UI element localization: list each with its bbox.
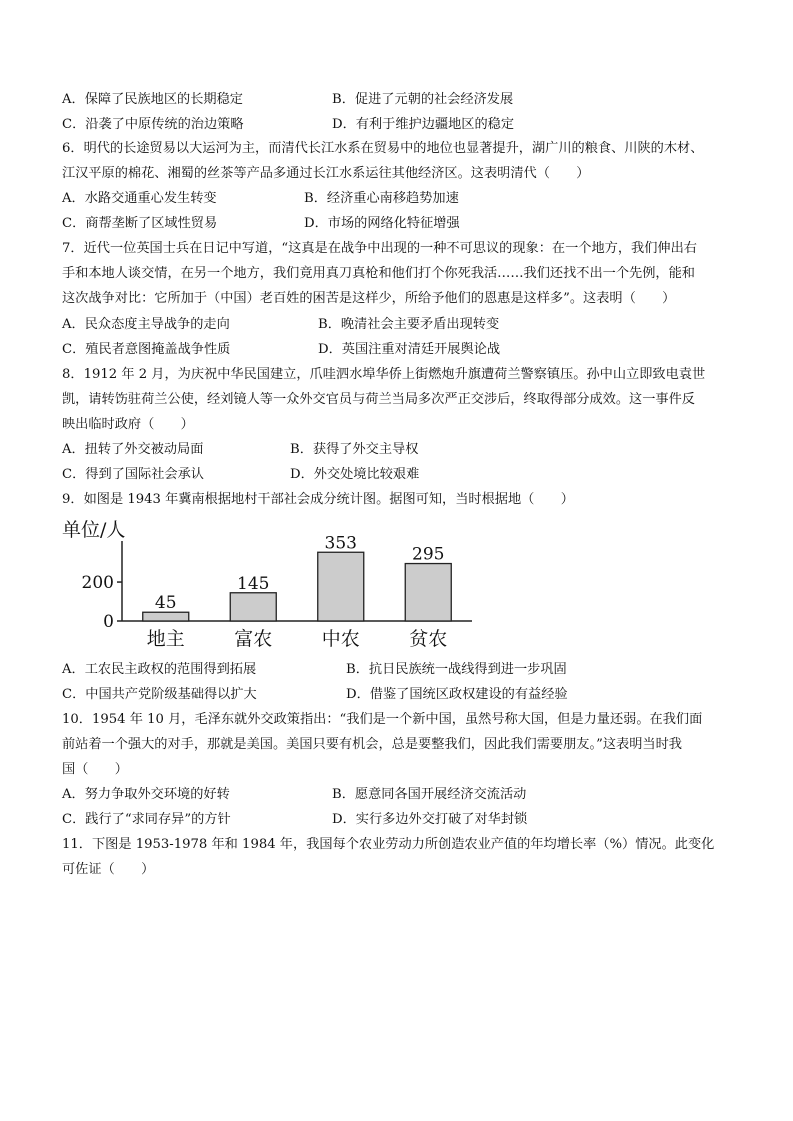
q7-option-a[interactable]: A．民众态度主导战争的走向: [62, 317, 230, 332]
chart-category-label: 富农: [234, 628, 273, 650]
chart-category-label: 地主: [146, 628, 185, 650]
q7-option-c[interactable]: C．殖民者意图掩盖战争性质: [62, 342, 231, 357]
chart-y-tick-label: 200: [81, 573, 114, 594]
q10-option-c[interactable]: C．践行了“求同存异”的方针: [62, 812, 231, 827]
chart-category-label: 贫农: [409, 628, 448, 650]
q7-option-d[interactable]: D．英国注重对清廷开展舆论战: [318, 342, 501, 357]
chart-bar: [230, 593, 276, 621]
q9-option-a[interactable]: A．工农民主政权的范围得到拓展: [62, 662, 257, 677]
chart-value-label: 353: [324, 533, 357, 554]
chart-value-label: 45: [154, 593, 177, 614]
chart-y-tick-label: 0: [103, 612, 114, 632]
q5-option-c[interactable]: C．沿袭了中原传统的治边策略: [62, 117, 244, 132]
q5-option-b[interactable]: B．促进了元朝的社会经济发展: [332, 92, 514, 107]
q8-stem-line-2: 凯，请转饬驻荷兰公使，经刘镜人等一众外交官员与荷兰当局多次严正交涉后，终取得部分成效。这一事件反: [62, 392, 695, 407]
q9-stem: 9．如图是 1943 年冀南根据地村干部社会成分统计图。据图可知，当时根据地（ ）: [62, 492, 574, 507]
chart-bar: [143, 612, 189, 621]
q10-stem-line-3: 国（ ）: [62, 762, 128, 777]
q8-option-d[interactable]: D．外交处境比较艰难: [290, 467, 420, 482]
q8-option-a[interactable]: A．扭转了外交被动局面: [62, 442, 204, 457]
q9-option-d[interactable]: D．借鉴了国统区政权建设的有益经验: [346, 687, 568, 702]
q9-bar-chart: [60, 515, 500, 655]
chart-bar: [318, 552, 364, 621]
chart-category-label: 中农: [321, 628, 360, 650]
q8-option-b[interactable]: B．获得了外交主导权: [290, 442, 419, 457]
q10-option-b[interactable]: B．愿意同各国开展经济交流活动: [332, 787, 527, 802]
q9-option-b[interactable]: B．抗日民族统一战线得到进一步巩固: [346, 662, 567, 677]
q6-option-c[interactable]: C．商帮垄断了区域性贸易: [62, 216, 218, 231]
q6-stem-line-1: 6．明代的长途贸易以大运河为主，而清代长江水系在贸易中的地位也显著提升，湖广川的粮食、川陕的木材、: [62, 141, 704, 156]
q7-stem-line-3: 这次战争对比：它所加于（中国）老百姓的困苦是这样少，所给予他们的恩惠是这样多”。这表明（ ）: [62, 291, 676, 306]
q8-option-c[interactable]: C．得到了国际社会承认: [62, 467, 204, 482]
q7-option-b[interactable]: B．晚清社会主要矛盾出现转变: [318, 317, 500, 332]
q6-option-d[interactable]: D．市场的网络化特征增强: [304, 216, 460, 231]
chart-bar: [405, 564, 451, 621]
chart-value-label: 295: [412, 544, 445, 565]
q10-stem-line-2: 前站着一个强大的对手，那就是美国。美国只要有机会，总是要整我们，因此我们需要朋友。”这表明当时我: [62, 737, 682, 752]
q7-stem-line-2: 手和本地人谈交情，在另一个地方，我们竟用真刀真枪和他们打个你死我活……我们还找不出一个先例，能和: [62, 266, 695, 281]
q11-stem-line-1: 11．下图是 1953-1978 年和 1984 年，我国每个农业劳动力所创造农业产值的年均增长率（%）情况。此变化: [62, 837, 715, 852]
q10-option-a[interactable]: A．努力争取外交环境的好转: [62, 787, 230, 802]
q7-stem-line-1: 7．近代一位英国士兵在日记中写道，“这真是在战争中出现的一种不可思议的现象：在一个地方，我们伸出右: [62, 241, 697, 256]
q6-stem-line-2: 江汉平原的棉花、湘蜀的丝茶等产品多通过长江水系运往其他经济区。这表明清代（ ）: [62, 166, 590, 181]
chart-ylabel: 单位/人: [62, 519, 126, 541]
q5-option-d[interactable]: D．有利于维护边疆地区的稳定: [332, 117, 515, 132]
q9-option-c[interactable]: C．中国共产党阶级基础得以扩大: [62, 687, 257, 702]
q9-chart-svg: [60, 515, 500, 655]
chart-value-label: 145: [237, 573, 270, 594]
q11-stem-line-2: 可佐证（ ）: [62, 862, 155, 877]
q6-option-a[interactable]: A．水路交通重心发生转变: [62, 191, 217, 206]
q8-stem-line-1: 8．1912 年 2 月，为庆祝中华民国建立，爪哇泗水埠华侨上街燃炮升旗遭荷兰警察镇压。孙中山立即致电袁世: [62, 367, 706, 382]
q5-option-a[interactable]: A．保障了民族地区的长期稳定: [62, 92, 243, 107]
q8-stem-line-3: 映出临时政府（ ）: [62, 417, 194, 432]
q10-stem-line-1: 10．1954 年 10 月，毛泽东就外交政策指出：“我们是一个新中国，虽然号称大国，但是力量还弱。在我们面: [62, 712, 703, 727]
q10-option-d[interactable]: D．实行多边外交打破了对华封锁: [332, 812, 528, 827]
q6-option-b[interactable]: B．经济重心南移趋势加速: [304, 191, 459, 206]
